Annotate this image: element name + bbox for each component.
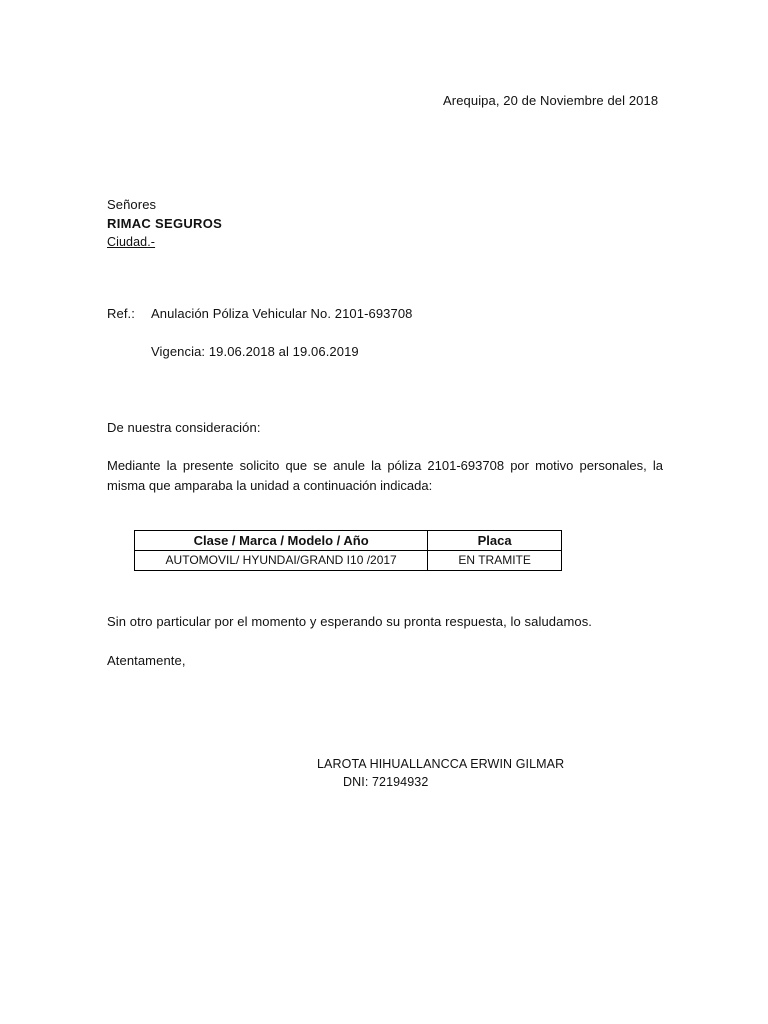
table-row <box>135 551 562 571</box>
greeting: De nuestra consideración: <box>107 420 261 435</box>
recipient-city: Ciudad.- <box>107 235 156 249</box>
vehicle-table <box>134 530 562 571</box>
signature-dni: DNI: 72194932 <box>343 775 429 789</box>
table-header-row <box>135 531 562 551</box>
recipient-company: RIMAC SEGUROS <box>107 216 223 231</box>
body-paragraph: Mediante la presente solicito que se anule la póliza 2101-693708 por motivo personales, la misma que amparaba la unidad a continuación indicada: <box>107 458 663 493</box>
table-cell: EN TRAMITE <box>428 551 562 571</box>
recipient-salutation: Señores <box>107 197 157 212</box>
date-line: Arequipa, 20 de Noviembre del 2018 <box>443 93 659 108</box>
reference-label: Ref.: <box>107 306 135 321</box>
farewell: Atentamente, <box>107 653 186 668</box>
signature-name: LAROTA HIHUALLANCCA ERWIN GILMAR <box>317 757 565 771</box>
closing-line: Sin otro particular por el momento y esperando su pronta respuesta, lo saludamos. <box>107 614 593 629</box>
reference-text: Anulación Póliza Vehicular No. 2101-693708 <box>151 306 413 321</box>
table-header-cell: Placa <box>428 531 562 551</box>
vehicle-table-container <box>134 530 562 571</box>
reference-vigencia: Vigencia: 19.06.2018 al 19.06.2019 <box>151 344 359 359</box>
table-header-cell: Clase / Marca / Modelo / Año <box>135 531 428 551</box>
table-cell: AUTOMOVIL/ HYUNDAI/GRAND I10 /2017 <box>135 551 428 571</box>
